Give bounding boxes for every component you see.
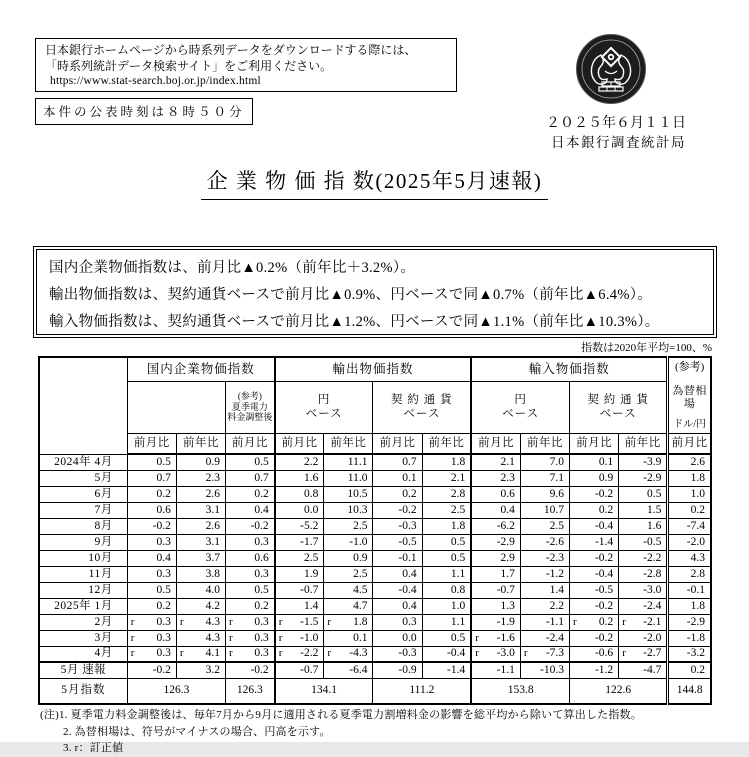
value-cell: 9.6 bbox=[520, 486, 569, 502]
revision-marker: r bbox=[229, 631, 233, 644]
value-cell: -2.9 bbox=[619, 470, 668, 486]
value-cell: -0.5 bbox=[373, 534, 422, 550]
table-row bbox=[39, 646, 711, 662]
table-row bbox=[39, 614, 711, 630]
value-cell: 7.0 bbox=[520, 454, 569, 470]
summary-line-export: 輸出物価指数は、契約通貨ベースで前月比▲0.9%、円ベースで同▲0.7%（前年比▲6.4%）。 bbox=[49, 287, 653, 303]
fx-reference-label: (参考) bbox=[675, 361, 705, 373]
value-cell: 11.1 bbox=[324, 454, 373, 470]
value-cell: -0.2 bbox=[127, 518, 176, 534]
row-label: 2025年 1月 bbox=[39, 598, 127, 614]
value-cell: 0.6 bbox=[226, 550, 275, 566]
value-cell: 2.5 bbox=[422, 502, 471, 518]
value-cell: 1.8 bbox=[422, 518, 471, 534]
value-cell: 0.4 bbox=[373, 566, 422, 582]
index-level-row bbox=[39, 678, 711, 704]
value-cell: -3.2 bbox=[668, 646, 711, 662]
row-label: 7月 bbox=[39, 502, 127, 518]
revision-marker: r bbox=[229, 615, 233, 628]
value-cell: 0.4 bbox=[471, 502, 520, 518]
value-cell: -2.8 bbox=[619, 566, 668, 582]
value-cell: r 0.3 bbox=[127, 614, 176, 630]
page-title: 企 業 物 価 指 数(2025年5月速報) bbox=[0, 165, 749, 200]
value-cell: -2.0 bbox=[619, 630, 668, 646]
row-label: 9月 bbox=[39, 534, 127, 550]
value-cell: 2.5 bbox=[324, 566, 373, 582]
fx-rate-label: 為替相場 bbox=[672, 385, 707, 410]
value-cell: 0.2 bbox=[668, 502, 711, 518]
col-header-mom: 前月比 bbox=[275, 433, 324, 454]
col-header-mom: 前月比 bbox=[373, 433, 422, 454]
domestic-spacer-cell bbox=[127, 381, 225, 433]
value-cell: -6.4 bbox=[324, 662, 373, 678]
value-cell: 2.1 bbox=[422, 470, 471, 486]
index-value-cell: 126.3 bbox=[226, 678, 275, 704]
col-header-mom: 前月比 bbox=[668, 433, 711, 454]
value-cell: 0.5 bbox=[226, 454, 275, 470]
value-cell: 2.5 bbox=[275, 550, 324, 566]
value-cell: -5.2 bbox=[275, 518, 324, 534]
value-cell: 2.2 bbox=[520, 598, 569, 614]
value-cell: r -1.0 bbox=[275, 630, 324, 646]
value-cell: 0.4 bbox=[127, 550, 176, 566]
stat-search-url: https://www.stat-search.boj.or.jp/index.html bbox=[50, 75, 261, 87]
value-cell: r 0.3 bbox=[226, 614, 275, 630]
value-cell: 4.2 bbox=[176, 598, 225, 614]
value-cell: 0.4 bbox=[226, 502, 275, 518]
group-header-export: 輸出物価指数 bbox=[275, 357, 472, 381]
value-cell: 0.1 bbox=[373, 470, 422, 486]
value-cell: r 0.2 bbox=[570, 614, 619, 630]
summer-adjusted-header: (参考) 夏季電力 料金調整後 bbox=[226, 381, 275, 433]
revision-marker: r bbox=[179, 615, 184, 628]
revision-marker: r bbox=[327, 615, 331, 628]
value-cell: -2.9 bbox=[668, 614, 711, 630]
value-cell: 0.3 bbox=[127, 534, 176, 550]
release-date: ２０２５年６月１１日 bbox=[546, 116, 686, 131]
row-label: 8月 bbox=[39, 518, 127, 534]
value-cell: 0.3 bbox=[127, 566, 176, 582]
release-time-box: 本件の公表時刻は８時５０分 bbox=[35, 98, 253, 125]
value-cell: 0.5 bbox=[619, 486, 668, 502]
value-cell: -2.6 bbox=[520, 534, 569, 550]
organization-name: 日本銀行調査統計局 bbox=[551, 135, 686, 150]
value-cell: 0.6 bbox=[471, 486, 520, 502]
table-row bbox=[39, 470, 711, 486]
row-label: 11月 bbox=[39, 566, 127, 582]
index-base-note: 指数は2020年平均=100、% bbox=[581, 342, 712, 354]
value-cell: 3.1 bbox=[176, 502, 225, 518]
table-row bbox=[39, 550, 711, 566]
value-cell: 1.8 bbox=[668, 470, 711, 486]
value-cell: -2.4 bbox=[619, 598, 668, 614]
import-contract-basis-header: 契 約 通 貨 ベース bbox=[570, 381, 668, 433]
index-value-cell: 153.8 bbox=[471, 678, 569, 704]
value-cell: -1.7 bbox=[275, 534, 324, 550]
value-cell: -2.4 bbox=[520, 630, 569, 646]
import-yen-basis-header: 円 ベース bbox=[471, 381, 569, 433]
value-cell: 10.3 bbox=[324, 502, 373, 518]
value-cell: -0.6 bbox=[570, 646, 619, 662]
value-cell: 0.5 bbox=[422, 534, 471, 550]
value-cell: 0.1 bbox=[570, 454, 619, 470]
value-cell: r -2.2 bbox=[275, 646, 324, 662]
value-cell: -2.2 bbox=[619, 550, 668, 566]
bank-of-japan-seal-icon bbox=[575, 33, 647, 105]
price-index-table bbox=[38, 356, 712, 705]
row-label: 12月 bbox=[39, 582, 127, 598]
row-label: 5月 bbox=[39, 470, 127, 486]
value-cell: -0.2 bbox=[127, 662, 176, 678]
value-cell: r 0.3 bbox=[127, 630, 176, 646]
value-cell: 2.3 bbox=[471, 470, 520, 486]
table-row bbox=[39, 630, 711, 646]
price-table-body bbox=[39, 454, 711, 704]
footnote-3: 3. r：訂正値 bbox=[63, 742, 124, 754]
value-cell: -0.4 bbox=[422, 646, 471, 662]
row-label: 10月 bbox=[39, 550, 127, 566]
corner-cell bbox=[39, 357, 127, 454]
value-cell: -1.8 bbox=[668, 630, 711, 646]
value-cell: -7.4 bbox=[668, 518, 711, 534]
value-cell: -0.2 bbox=[373, 502, 422, 518]
value-cell: 10.7 bbox=[520, 502, 569, 518]
row-label: 2024年 4月 bbox=[39, 454, 127, 470]
value-cell: r -1.6 bbox=[471, 630, 520, 646]
value-cell: r 0.3 bbox=[226, 630, 275, 646]
value-cell: 0.6 bbox=[127, 502, 176, 518]
value-cell: 1.6 bbox=[619, 518, 668, 534]
value-cell: r -1.5 bbox=[275, 614, 324, 630]
value-cell: -0.7 bbox=[275, 662, 324, 678]
value-cell: 0.2 bbox=[226, 486, 275, 502]
value-cell: -3.0 bbox=[619, 582, 668, 598]
value-cell: r -2.7 bbox=[619, 646, 668, 662]
revision-marker: r bbox=[278, 647, 283, 660]
value-cell: r 0.3 bbox=[127, 646, 176, 662]
row-label: 6月 bbox=[39, 486, 127, 502]
col-header-yoy: 前年比 bbox=[619, 433, 668, 454]
revision-marker: r bbox=[229, 647, 233, 660]
value-cell: 0.9 bbox=[176, 454, 225, 470]
col-header-mom: 前月比 bbox=[226, 433, 275, 454]
footnote-1: (注)1. 夏季電力料金調整後は、毎年7月から9月に適用される夏季電力割増料金の影響を総平均から除いて算出した指数。 bbox=[40, 709, 642, 721]
value-cell: 0.4 bbox=[373, 598, 422, 614]
value-cell: 0.2 bbox=[373, 486, 422, 502]
row-label: 2月 bbox=[39, 614, 127, 630]
table-row bbox=[39, 486, 711, 502]
value-cell: 0.1 bbox=[324, 630, 373, 646]
value-cell: -2.9 bbox=[471, 534, 520, 550]
value-cell: -2.3 bbox=[520, 550, 569, 566]
value-cell: 1.4 bbox=[520, 582, 569, 598]
value-cell: 0.5 bbox=[422, 550, 471, 566]
flash-row bbox=[39, 662, 711, 678]
value-cell: r -7.3 bbox=[520, 646, 569, 662]
row-label: 3月 bbox=[39, 630, 127, 646]
summary-line-domestic: 国内企業物価指数は、前月比▲0.2%（前年比＋3.2%）。 bbox=[49, 260, 416, 276]
value-cell: -0.2 bbox=[570, 630, 619, 646]
value-cell: r 1.8 bbox=[324, 614, 373, 630]
value-cell: 0.3 bbox=[226, 534, 275, 550]
value-cell: 10.5 bbox=[324, 486, 373, 502]
value-cell: 2.3 bbox=[176, 470, 225, 486]
row-label: 5月指数 bbox=[39, 678, 127, 704]
value-cell: 0.7 bbox=[373, 454, 422, 470]
footnotes bbox=[40, 707, 642, 757]
revision-marker: r bbox=[622, 647, 626, 660]
revision-marker: r bbox=[475, 631, 479, 644]
index-value-cell: 144.8 bbox=[668, 678, 711, 704]
value-cell: 2.8 bbox=[668, 566, 711, 582]
value-cell: r -3.0 bbox=[471, 646, 520, 662]
value-cell: 0.0 bbox=[275, 502, 324, 518]
summary-line-import: 輸入物価指数は、契約通貨ベースで前月比▲1.2%、円ベースで同▲1.1%（前年比▲10.3%）。 bbox=[49, 314, 660, 330]
value-cell: 7.1 bbox=[520, 470, 569, 486]
revision-marker: r bbox=[130, 631, 135, 644]
value-cell: -0.9 bbox=[373, 662, 422, 678]
value-cell: 1.1 bbox=[422, 614, 471, 630]
group-header-domestic: 国内企業物価指数 bbox=[127, 357, 274, 381]
col-header-mom: 前月比 bbox=[570, 433, 619, 454]
value-cell: 0.5 bbox=[127, 582, 176, 598]
col-header-yoy: 前年比 bbox=[520, 433, 569, 454]
table-row bbox=[39, 454, 711, 470]
value-cell: 1.6 bbox=[275, 470, 324, 486]
table-row bbox=[39, 534, 711, 550]
col-header-yoy: 前年比 bbox=[422, 433, 471, 454]
value-cell: 1.3 bbox=[471, 598, 520, 614]
value-cell: 0.0 bbox=[373, 630, 422, 646]
value-cell: -0.1 bbox=[668, 582, 711, 598]
export-yen-basis-header: 円 ベース bbox=[275, 381, 373, 433]
value-cell: 1.8 bbox=[422, 454, 471, 470]
value-cell: 0.2 bbox=[127, 598, 176, 614]
value-cell: -0.2 bbox=[226, 518, 275, 534]
fx-unit-label: ドル/円 bbox=[673, 419, 707, 430]
value-cell: -1.2 bbox=[570, 662, 619, 678]
value-cell: r -4.3 bbox=[324, 646, 373, 662]
value-cell: 4.0 bbox=[176, 582, 225, 598]
value-cell: 2.1 bbox=[471, 454, 520, 470]
value-cell: 0.8 bbox=[422, 582, 471, 598]
table-row bbox=[39, 518, 711, 534]
summary-box bbox=[33, 246, 717, 338]
export-contract-basis-header: 契 約 通 貨 ベース bbox=[373, 381, 471, 433]
col-header-yoy: 前年比 bbox=[176, 433, 225, 454]
group-header-fx bbox=[668, 357, 711, 433]
value-cell: 0.9 bbox=[570, 470, 619, 486]
index-value-cell: 122.6 bbox=[570, 678, 668, 704]
value-cell: -1.1 bbox=[520, 614, 569, 630]
value-cell: -0.2 bbox=[570, 550, 619, 566]
value-cell: -2.0 bbox=[668, 534, 711, 550]
notice-line-1: 日本銀行ホームページから時系列データをダウンロードする際には、 bbox=[45, 43, 417, 57]
value-cell: 4.3 bbox=[176, 630, 225, 646]
value-cell: -0.1 bbox=[373, 550, 422, 566]
row-label: 5月 速報 bbox=[39, 662, 127, 678]
value-cell: 2.9 bbox=[471, 550, 520, 566]
value-cell: 4.3 bbox=[668, 550, 711, 566]
value-cell: 0.3 bbox=[373, 614, 422, 630]
value-cell: 2.6 bbox=[176, 486, 225, 502]
col-header-yoy: 前年比 bbox=[324, 433, 373, 454]
index-value-cell: 134.1 bbox=[275, 678, 373, 704]
table-row bbox=[39, 566, 711, 582]
value-cell: 0.8 bbox=[275, 486, 324, 502]
group-header-import: 輸入物価指数 bbox=[471, 357, 668, 381]
value-cell: -0.4 bbox=[570, 566, 619, 582]
value-cell: 1.8 bbox=[668, 598, 711, 614]
value-cell: -0.3 bbox=[373, 518, 422, 534]
value-cell: 3.1 bbox=[176, 534, 225, 550]
value-cell: -1.4 bbox=[422, 662, 471, 678]
value-cell: -0.4 bbox=[373, 582, 422, 598]
value-cell: 1.7 bbox=[471, 566, 520, 582]
value-cell: r 0.3 bbox=[226, 646, 275, 662]
revision-marker: r bbox=[130, 615, 135, 628]
value-cell: -0.2 bbox=[570, 486, 619, 502]
value-cell: 2.5 bbox=[324, 518, 373, 534]
value-cell: r 4.3 bbox=[176, 614, 225, 630]
value-cell: 0.5 bbox=[127, 454, 176, 470]
date-block bbox=[546, 114, 686, 152]
value-cell: -10.3 bbox=[520, 662, 569, 678]
value-cell: -3.9 bbox=[619, 454, 668, 470]
download-notice-box bbox=[35, 38, 457, 92]
value-cell: 0.7 bbox=[127, 470, 176, 486]
value-cell: -0.7 bbox=[471, 582, 520, 598]
value-cell: 0.7 bbox=[226, 470, 275, 486]
value-cell: 0.5 bbox=[226, 582, 275, 598]
value-cell: 1.0 bbox=[422, 598, 471, 614]
value-cell: 4.7 bbox=[324, 598, 373, 614]
revision-marker: r bbox=[327, 647, 331, 660]
value-cell: 0.2 bbox=[226, 598, 275, 614]
revision-marker: r bbox=[278, 631, 283, 644]
value-cell: 1.9 bbox=[275, 566, 324, 582]
revision-marker: r bbox=[475, 647, 479, 660]
revision-marker: r bbox=[278, 615, 283, 628]
value-cell: -0.5 bbox=[619, 534, 668, 550]
value-cell: -0.4 bbox=[570, 518, 619, 534]
value-cell: 4.5 bbox=[324, 582, 373, 598]
index-value-cell: 126.3 bbox=[127, 678, 225, 704]
value-cell: -0.2 bbox=[570, 598, 619, 614]
value-cell: 0.5 bbox=[422, 630, 471, 646]
footnote-2: 2. 為替相場は、符号がマイナスの場合、円高を示す。 bbox=[63, 725, 331, 738]
value-cell: 0.2 bbox=[668, 662, 711, 678]
value-cell: -0.3 bbox=[373, 646, 422, 662]
table-row bbox=[39, 582, 711, 598]
notice-line-2: 「時系列統計データ検索サイト」をご利用ください。 bbox=[45, 58, 333, 73]
col-header-mom: 前月比 bbox=[127, 433, 176, 454]
value-cell: r 4.1 bbox=[176, 646, 225, 662]
value-cell: -6.2 bbox=[471, 518, 520, 534]
value-cell: 2.6 bbox=[176, 518, 225, 534]
revision-marker: r bbox=[622, 615, 626, 628]
value-cell: -1.2 bbox=[520, 566, 569, 582]
value-cell: 3.2 bbox=[176, 662, 225, 678]
value-cell: -1.9 bbox=[471, 614, 520, 630]
value-cell: 2.2 bbox=[275, 454, 324, 470]
revision-marker: r bbox=[523, 647, 528, 660]
value-cell: -0.2 bbox=[226, 662, 275, 678]
value-cell: 0.2 bbox=[127, 486, 176, 502]
col-header-mom: 前月比 bbox=[471, 433, 520, 454]
value-cell: 0.3 bbox=[226, 566, 275, 582]
table-row bbox=[39, 502, 711, 518]
value-cell: -1.1 bbox=[471, 662, 520, 678]
value-cell: 2.8 bbox=[422, 486, 471, 502]
revision-marker: r bbox=[573, 615, 577, 628]
table-row bbox=[39, 598, 711, 614]
value-cell: 2.5 bbox=[520, 518, 569, 534]
value-cell: -4.7 bbox=[619, 662, 668, 678]
row-label: 4月 bbox=[39, 646, 127, 662]
value-cell: -1.4 bbox=[570, 534, 619, 550]
revision-marker: r bbox=[130, 647, 135, 660]
value-cell: 3.7 bbox=[176, 550, 225, 566]
value-cell: 0.2 bbox=[570, 502, 619, 518]
value-cell: 1.4 bbox=[275, 598, 324, 614]
value-cell: 1.5 bbox=[619, 502, 668, 518]
value-cell: r -2.1 bbox=[619, 614, 668, 630]
value-cell: 0.9 bbox=[324, 550, 373, 566]
index-value-cell: 111.2 bbox=[373, 678, 471, 704]
value-cell: -0.5 bbox=[570, 582, 619, 598]
value-cell: 3.8 bbox=[176, 566, 225, 582]
value-cell: 1.0 bbox=[668, 486, 711, 502]
value-cell: 1.1 bbox=[422, 566, 471, 582]
value-cell: -0.7 bbox=[275, 582, 324, 598]
value-cell: 11.0 bbox=[324, 470, 373, 486]
revision-marker: r bbox=[179, 647, 184, 660]
value-cell: -1.0 bbox=[324, 534, 373, 550]
value-cell: 2.6 bbox=[668, 454, 711, 470]
